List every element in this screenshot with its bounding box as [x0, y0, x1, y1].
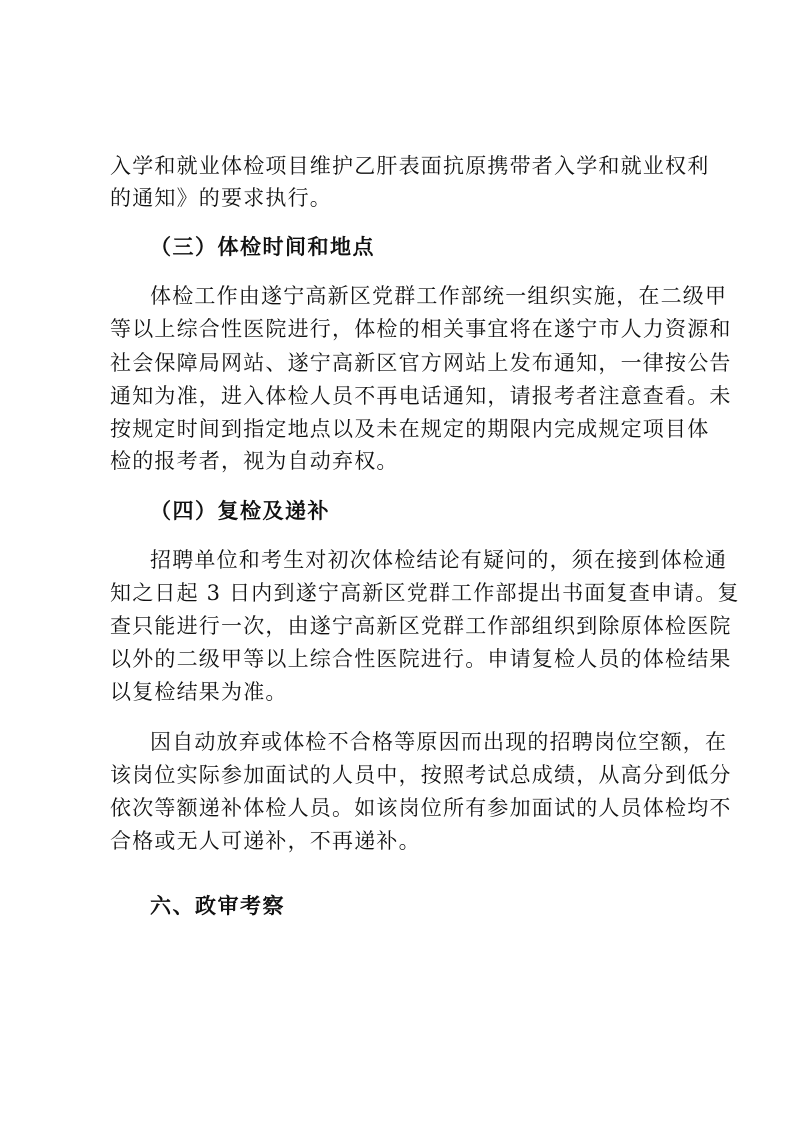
paragraph-line: 体检工作由遂宁高新区党群工作部统一组织实施，在二级甲: [150, 284, 728, 308]
paragraph-line: 的通知》的要求执行。: [110, 186, 332, 210]
paragraph-line: 合格或无人可递补，不再递补。: [110, 829, 421, 853]
section-heading-3: （三）体检时间和地点: [150, 235, 375, 259]
section-heading-6: 六、政审考察: [150, 894, 285, 918]
paragraph-line: 社会保障局网站、遂宁高新区官方网站上发布通知，一律按公告: [110, 351, 732, 375]
paragraph-line: 依次等额递补体检人员。如该岗位所有参加面试的人员体检均不: [110, 796, 732, 820]
paragraph-line: 招聘单位和考生对初次体检结论有疑问的，须在接到体检通: [150, 548, 728, 572]
paragraph-line: 该岗位实际参加面试的人员中，按照考试总成绩，从高分到低分: [110, 763, 732, 787]
paragraph-line: 以外的二级甲等以上综合性医院进行。申请复检人员的体检结果: [110, 647, 732, 671]
section-heading-4: （四）复检及递补: [150, 499, 330, 523]
paragraph-line: 入学和就业体检项目维护乙肝表面抗原携带者入学和就业权利: [110, 154, 710, 178]
paragraph-line: 查只能进行一次，由遂宁高新区党群工作部组织到除原体检医院: [110, 614, 732, 638]
paragraph-line: 检的报考者，视为自动弃权。: [110, 449, 399, 473]
paragraph-line: 按规定时间到指定地点以及未在规定的期限内完成规定项目体: [110, 417, 710, 441]
paragraph-line: 通知为准，进入体检人员不再电话通知，请报考者注意查看。未: [110, 384, 732, 408]
paragraph-line: 以复检结果为准。: [110, 680, 288, 704]
paragraph-line: 因自动放弃或体检不合格等原因而出现的招聘岗位空额，在: [150, 730, 728, 754]
paragraph-line: 等以上综合性医院进行，体检的相关事宜将在遂宁市人力资源和: [110, 317, 732, 341]
paragraph-line: 知之日起 3 日内到遂宁高新区党群工作部提出书面复查申请。复: [110, 581, 740, 605]
